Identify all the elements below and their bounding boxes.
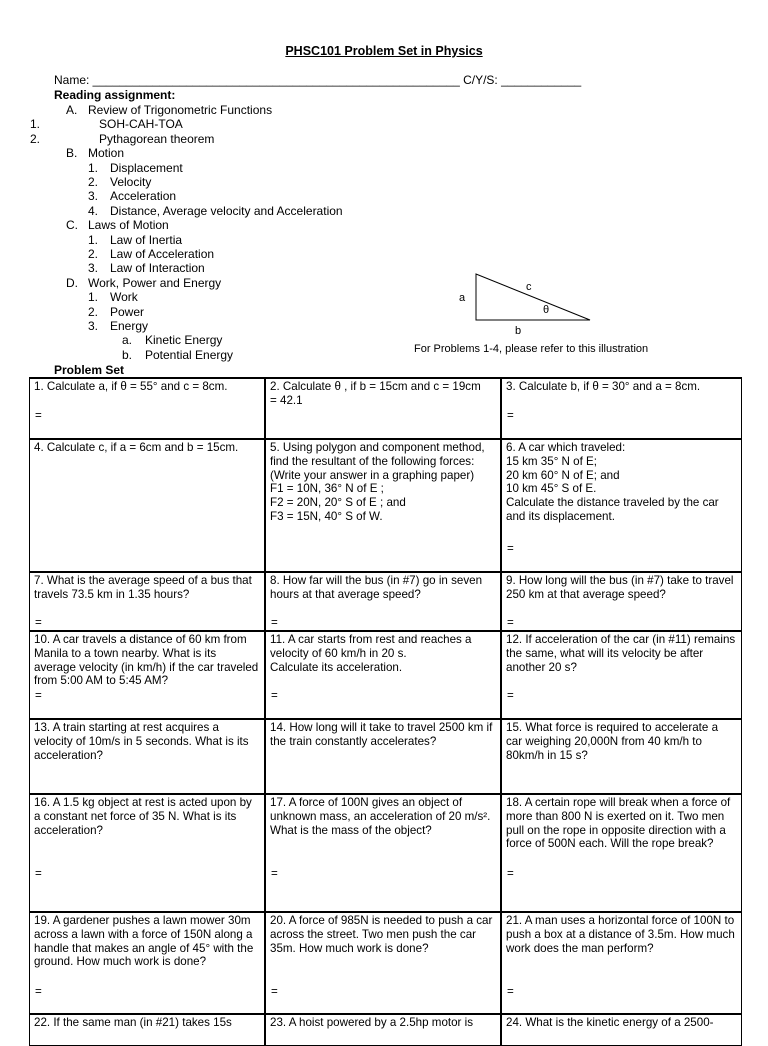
problem-text: 7. What is the average speed of a bus that travels 73.5 km in 1.35 hours? [34, 574, 252, 601]
outline-item-text: Pythagorean theorem [99, 131, 215, 146]
outline-item-text: Review of Trigonometric Functions [88, 103, 273, 117]
problem-text: 24. What is the kinetic energy of a 2500- [506, 1016, 714, 1029]
outline-item-text: SOH-CAH-TOA [99, 117, 183, 132]
outline-item-text: Work, Power and Energy [88, 275, 222, 290]
problem-row [30, 379, 741, 440]
outline-item-text: Motion [88, 146, 125, 161]
outline-item-text: Laws of Motion [88, 218, 169, 233]
problem-row [30, 632, 741, 720]
outline-item-number: 1. [30, 117, 41, 132]
outline-item-number: 2. [88, 247, 99, 261]
problem-cell [30, 440, 266, 571]
problem-cell [266, 379, 502, 438]
problem-cell [266, 913, 502, 1013]
problem-text: 10. A car travels a distance of 60 km from Manila to a town nearby. What is its average velocity (in km/h) if the car traveled from 5:00 AM to 5:45 AM? [34, 633, 259, 688]
problem-cell [30, 573, 266, 630]
problem-text: 19. A gardener pushes a lawn mower 30m across a lawn with a force of 150N along a handle that makes an angle of 45° with the ground. How much work is done? [34, 914, 254, 969]
problem-cell [30, 795, 266, 911]
outline-item-number: 3. [88, 261, 99, 276]
problem-cell [502, 632, 741, 718]
answer-equals: = [507, 867, 514, 880]
outline-item-number: 3. [88, 189, 99, 204]
problem-cell [30, 379, 266, 438]
problem-text: 14. How long will it take to travel 2500 km if the train constantly accelerates? [270, 721, 493, 748]
right-triangle-diagram [450, 268, 600, 338]
problem-text: 9. How long will the bus (in #7) take to travel 250 km at that average speed? [506, 574, 734, 601]
outline-item-text: Distance, Average velocity and Acceleration [110, 203, 343, 218]
outline-item-text: Work [110, 290, 138, 305]
outline-item-number: 1. [88, 160, 99, 175]
outline-item-text: Velocity [110, 175, 152, 189]
problem-cell [502, 1015, 741, 1045]
outline-item-text: Energy [110, 319, 149, 333]
problem-text: 11. A car starts from rest and reaches a velocity of 60 km/h in 20 s. Calculate its acceleration. [270, 633, 472, 674]
problem-row [30, 440, 741, 573]
answer-equals: = [507, 616, 514, 629]
problem-cell [30, 913, 266, 1013]
problem-text: 2. Calculate θ , if b = 15cm and c = 19cm = 42.1 [270, 380, 481, 407]
problem-row [30, 720, 741, 795]
problem-row [30, 913, 741, 1015]
answer-equals: = [507, 409, 514, 422]
problem-text: 4. Calculate c, if a = 6cm and b = 15cm. [34, 441, 239, 454]
problem-text: 1. Calculate a, if θ = 55° and c = 8cm. [34, 380, 228, 393]
problem-row [30, 795, 741, 913]
outline-item-number: 2. [88, 175, 99, 189]
answer-equals: = [35, 985, 42, 998]
problem-cell [266, 632, 502, 718]
name-line: Name: _______________________________________________________ C/Y/S: ____________ [54, 73, 582, 87]
outline-item-text: Potential Energy [145, 347, 234, 362]
outline-item-number: A. [66, 103, 78, 117]
problem-cell [266, 573, 502, 630]
problem-text: 5. Using polygon and component method, find the resultant of the following forces: (Write your answer in a graphing paper) F1 = 10N, 36° N of E ; F2 = 20N, 20° S of E ; and F3 = 15N, 40° S of W. [270, 441, 485, 523]
page-title: PHSC101 Problem Set in Physics [285, 44, 483, 58]
outline-item-number: C. [66, 218, 78, 233]
answer-equals: = [271, 616, 278, 629]
outline-item-text: Power [110, 304, 145, 319]
problem-cell [502, 913, 741, 1013]
outline-item-text: Law of Inertia [110, 232, 183, 247]
problem-row [30, 1015, 741, 1045]
problem-text: 8. How far will the bus (in #7) go in seven hours at that average speed? [270, 574, 483, 601]
outline-item-number: 2. [88, 304, 99, 319]
problem-cell [266, 1015, 502, 1045]
problem-grid [29, 377, 742, 1046]
answer-equals: = [271, 689, 278, 702]
outline-item-text: Law of Interaction [110, 261, 205, 276]
outline-item-text: Displacement [110, 160, 183, 175]
outline-item-number: b. [122, 347, 133, 362]
outline-item-number: D. [66, 275, 78, 290]
problem-cell [30, 1015, 266, 1045]
problem-text: 17. A force of 100N gives an object of unknown mass, an acceleration of 20 m/s². What is the mass of the object? [270, 796, 491, 837]
outline-item-number: 3. [88, 319, 99, 333]
problem-cell [502, 379, 741, 438]
problem-text: 16. A 1.5 kg object at rest is acted upon by a constant net force of 35 N. What is its acceleration? [34, 796, 252, 837]
answer-equals: = [35, 867, 42, 880]
outline-item-number: 1. [88, 232, 99, 247]
triangle-label-theta: θ [543, 304, 550, 316]
problem-cell [502, 573, 741, 630]
reading-assignment-label: Reading assignment: [54, 88, 176, 102]
problem-row [30, 573, 741, 632]
outline-item-number: 2. [30, 131, 41, 146]
answer-equals: = [271, 867, 278, 880]
triangle-label-a: a [459, 292, 466, 304]
triangle-label-c: c [526, 281, 532, 293]
problem-text: 3. Calculate b, if θ = 30° and a = 8cm. [506, 380, 701, 393]
diagram-caption: For Problems 1-4, please refer to this illustration [414, 343, 649, 355]
problem-set-label: Problem Set [54, 363, 125, 377]
outline-item-text: Law of Acceleration [110, 247, 215, 261]
outline-item-number: B. [66, 146, 78, 161]
problem-text: 12. If acceleration of the car (in #11) remains the same, what will its velocity be after another 20 s? [506, 633, 736, 674]
problem-text: 13. A train starting at rest acquires a velocity of 10m/s in 5 seconds. What is its acceleration? [34, 721, 249, 762]
answer-equals: = [507, 689, 514, 702]
answer-equals: = [271, 985, 278, 998]
problem-cell [266, 795, 502, 911]
problem-cell [502, 440, 741, 571]
outline-item-text: Acceleration [110, 189, 177, 204]
problem-text: 22. If the same man (in #21) takes 15s [34, 1016, 232, 1029]
problem-cell [502, 720, 741, 793]
answer-equals: = [35, 616, 42, 629]
problem-cell [266, 440, 502, 571]
problem-cell [502, 795, 741, 911]
problem-text: 20. A force of 985N is needed to push a car across the street. Two men push the car 35m. How much work is done? [270, 914, 493, 955]
outline-item-number: 1. [88, 290, 99, 305]
problem-cell [266, 720, 502, 793]
problem-text: 15. What force is required to accelerate a car weighing 20,000N from 40 km/h to 80km/h in 15 s? [506, 721, 719, 762]
answer-equals: = [35, 689, 42, 702]
problem-text: 18. A certain rope will break when a force of more than 800 N is exerted on it. Two men pull on the rope in opposite direction with a force of 500N each. Will the rope break? [506, 796, 731, 851]
problem-text: 23. A hoist powered by a 2.5hp motor is [270, 1016, 474, 1029]
problem-cell [30, 720, 266, 793]
problem-text: 21. A man uses a horizontal force of 100N to push a box at a distance of 3.5m. How much work does the man perform? [506, 914, 735, 955]
problem-cell [30, 632, 266, 718]
outline-item-number: a. [122, 333, 133, 348]
problem-text: 6. A car which traveled: 15 km 35° N of E; 20 km 60° N of E; and 10 km 45° S of E. Calculate the distance traveled by the car and its displacement. [506, 441, 719, 523]
answer-equals: = [507, 985, 514, 998]
triangle-label-b: b [515, 325, 522, 337]
answer-equals: = [35, 409, 42, 422]
outline-item-text: Kinetic Energy [145, 333, 223, 348]
outline-item-number: 4. [88, 203, 99, 218]
answer-equals: = [507, 542, 514, 555]
